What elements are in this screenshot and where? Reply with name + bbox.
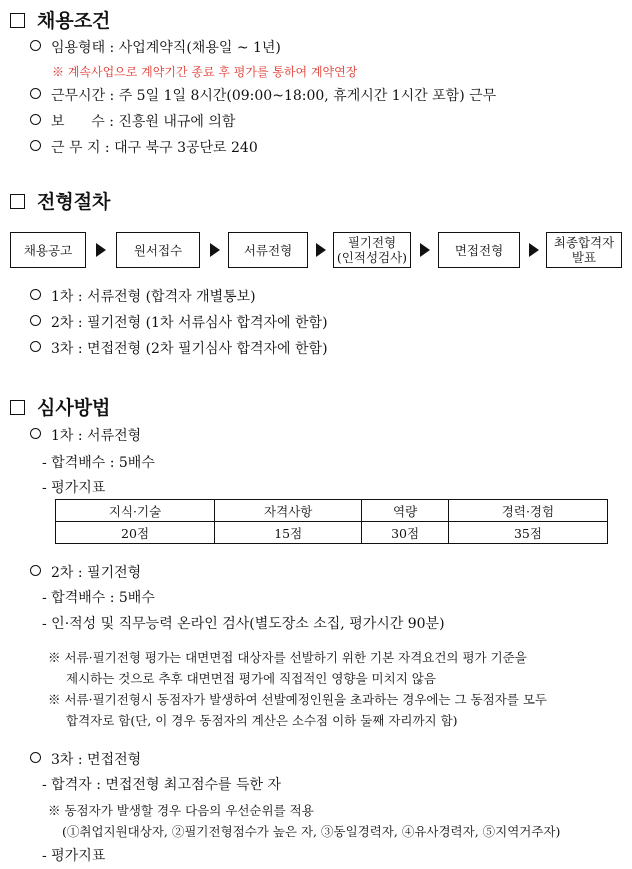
stage2-note2-line1: ※ 서류·필기전형시 동점자가 발생하여 선발예정인원을 초과하는 경우에는 그 동점자를 모두 [48,692,548,707]
table-cell: 30점 [362,522,449,544]
stage1-index-label: - 평가지표 [42,480,106,496]
stage3-priority: (①취업지원대상자, ②필기전형점수가 높은 자, ③동일경력자, ④유사경력자, ⑤지역거주자) [62,824,561,839]
circle-bullet-icon [30,341,41,352]
procedure-flowchart [10,232,622,270]
flow-step-application: 원서접수 [116,232,200,268]
arrow-right-icon [529,243,539,257]
circle-bullet-icon [30,752,41,763]
checkbox-square-icon [10,400,25,415]
stage3-passer: - 합격자 : 면접전형 최고점수를 득한 자 [42,777,282,793]
circle-bullet-icon [30,565,41,576]
table-cell: 35점 [448,522,607,544]
condition-workplace: 근 무 지 : 대구 북구 3공단로 240 [30,138,258,158]
checkbox-square-icon [10,13,25,28]
stage2-heading: 2차 : 필기전형 [30,563,141,583]
table-cell: 20점 [56,522,215,544]
condition-working-hours: 근무시간 : 주 5일 1일 8시간(09:00~18:00, 휴게시간 1시간 포함) 근무 [30,86,496,106]
stage2-test: - 인·적성 및 직무능력 온라인 검사(별도장소 소집, 평가시간 90분) [42,616,445,632]
procedure-step-3: 3차 : 면접전형 (2차 필기심사 합격자에 한함) [30,339,328,359]
contract-extension-note: ※ 계속사업으로 계약기간 종료 후 평가를 통하여 계약연장 [52,65,358,79]
condition-salary: 보 수 : 진흥원 내규에 의함 [30,112,235,132]
arrow-right-icon [210,243,220,257]
procedure-step-2: 2차 : 필기전형 (1차 서류심사 합격자에 한함) [30,313,328,333]
flow-step-document-screening: 서류전형 [228,232,308,268]
circle-bullet-icon [30,315,41,326]
arrow-right-icon [96,243,106,257]
table-cell: 15점 [215,522,362,544]
flow-step-interview: 면접전형 [438,232,520,268]
stage1-multiple: - 합격배수 : 5배수 [42,455,155,471]
circle-bullet-icon [30,428,41,439]
table-header-cell: 경력·경험 [448,500,607,522]
circle-bullet-icon [30,140,41,151]
evaluation-index-table [55,499,608,544]
stage3-index-label: - 평가지표 [42,848,106,864]
table-header-cell: 역량 [362,500,449,522]
condition-employment-type: 임용형태 : 사업계약직(채용일 ~ 1년) [30,38,281,58]
stage1-heading: 1차 : 서류전형 [30,426,141,446]
section-title-conditions: 채용조건 [10,9,110,33]
stage2-note2-line2: 합격자로 함(단, 이 경우 동점자의 계산은 소수점 이하 둘째 자리까지 함) [66,713,458,728]
section-title-procedure: 전형절차 [10,190,110,214]
stage2-note1-line2: 제시하는 것으로 추후 대면면접 평가에 직접적인 영향을 미치지 않음 [66,671,436,686]
circle-bullet-icon [30,40,41,51]
table-header-cell: 자격사항 [215,500,362,522]
flow-step-written-test: 필기전형 (인적성검사) [333,232,411,268]
table-header-row [56,500,608,522]
stage2-note1-line1: ※ 서류·필기전형 평가는 대면면접 대상자를 선발하기 위한 기본 자격요건의 평가 기준을 [48,650,527,665]
table-row [56,522,608,544]
circle-bullet-icon [30,289,41,300]
stage2-multiple: - 합격배수 : 5배수 [42,590,155,606]
stage3-tie-note: ※ 동점자가 발생할 경우 다음의 우선순위를 적용 [48,803,314,818]
arrow-right-icon [316,243,326,257]
flow-step-final-announcement: 최종합격자 발표 [546,232,622,268]
stage3-heading: 3차 : 면접전형 [30,750,141,770]
circle-bullet-icon [30,114,41,125]
section-title-method: 심사방법 [10,396,110,420]
procedure-step-1: 1차 : 서류전형 (합격자 개별통보) [30,287,256,307]
circle-bullet-icon [30,88,41,99]
arrow-right-icon [420,243,430,257]
checkbox-square-icon [10,194,25,209]
flow-step-job-posting: 채용공고 [10,232,86,268]
table-header-cell: 지식·기술 [56,500,215,522]
